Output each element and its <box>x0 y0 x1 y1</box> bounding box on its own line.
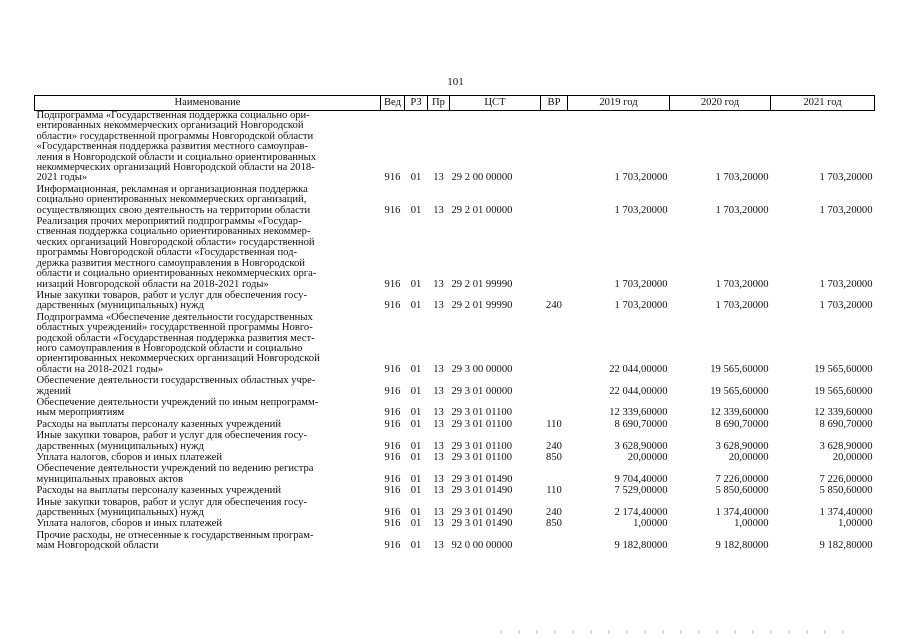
header-cst: ЦСТ <box>450 96 541 111</box>
table-row <box>35 291 875 313</box>
table-row <box>35 498 875 520</box>
cell-pr: 13 <box>433 485 444 497</box>
cell-rz: 01 <box>410 473 422 485</box>
cell-rz: 01 <box>410 452 422 463</box>
header-pr: Пр <box>428 96 450 111</box>
cell-cst: 92 0 00 00000 <box>451 540 513 552</box>
cell-rz: 01 <box>410 518 422 530</box>
cell-cst: 29 3 01 01100 <box>451 440 513 452</box>
cell-ved: 916 <box>384 440 401 452</box>
name-line: Расходы на выплаты персоналу казенных учреждений <box>36 418 281 430</box>
header-2019: 2019 год <box>568 96 670 111</box>
cell-2019: 1 703,20000 <box>614 278 668 290</box>
cell-ved: 916 <box>384 172 401 184</box>
name-line: ческих организаций Новгородской области» государственной <box>36 236 315 248</box>
cell-rz: 01 <box>410 418 422 430</box>
cell-vr <box>541 313 568 376</box>
cell-ved: 916 <box>384 385 401 397</box>
cell-pr: 13 <box>433 518 444 530</box>
cell-2021: 20,00000 <box>832 452 873 463</box>
cell-pr: 13 <box>433 473 444 485</box>
cell-name <box>35 313 381 376</box>
name-line: мам Новгородской области <box>36 540 159 552</box>
name-line: Расходы на выплаты персоналу казенных учреждений <box>36 485 281 497</box>
header-ved: Вед <box>381 96 405 111</box>
cell-name <box>35 498 381 520</box>
cell-ved: 916 <box>384 452 401 463</box>
table-row <box>35 531 875 553</box>
name-line: Иные закупки товаров, работ и услуг для обеспечения госу- <box>36 289 308 301</box>
cell-cst: 29 2 00 00000 <box>451 172 513 184</box>
table-row <box>35 313 875 376</box>
cell-2021: 1 703,20000 <box>819 172 873 184</box>
cell-pr: 13 <box>433 278 444 290</box>
cell-2019: 22 044,00000 <box>609 385 668 397</box>
cell-2019: 2 174,40000 <box>614 507 668 519</box>
cell-ved: 916 <box>384 418 401 430</box>
cell-rz: 01 <box>410 363 422 375</box>
header-name: Наименование <box>35 96 381 111</box>
name-line: Подпрограмма «Обеспечение деятельности государственных <box>36 311 313 323</box>
name-line: Подпрограмма «Государственная поддержка социально ори- <box>36 110 310 121</box>
header-2021: 2021 год <box>771 96 875 111</box>
name-line: ления в Новгородской области и социально ориентированных <box>36 151 317 163</box>
cell-2021: 19 565,60000 <box>814 363 873 375</box>
name-line: осуществляющих свою деятельность на территории области <box>36 204 311 216</box>
cell-2019: 3 628,90000 <box>614 440 668 452</box>
cell-ved: 916 <box>384 485 401 497</box>
cell-vr <box>541 111 568 185</box>
cell-ved: 916 <box>384 473 401 485</box>
cell-2019: 1,00000 <box>633 518 668 530</box>
table-row <box>35 111 875 185</box>
cell-vr: 240 <box>546 440 562 452</box>
name-line: области» государственной программы Новгородской области <box>36 130 314 142</box>
name-line: социально ориентированных некоммерческих организаций, <box>36 194 307 206</box>
cell-name <box>35 398 381 420</box>
cell-cst: 29 3 01 01100 <box>451 418 513 430</box>
cell-name <box>35 291 381 313</box>
scan-artifact <box>500 630 860 634</box>
cell-2021: 1 703,20000 <box>819 204 873 216</box>
name-line: ственная поддержка социально ориентированных некоммер- <box>36 226 311 238</box>
cell-cst: 29 3 01 00000 <box>451 385 513 397</box>
cell-pr: 13 <box>433 385 444 397</box>
cell-ved: 916 <box>384 407 401 419</box>
cell-2019: 9 182,80000 <box>614 540 668 552</box>
cell-2020: 19 565,60000 <box>710 385 769 397</box>
name-line: муниципальных правовых актов <box>36 473 183 485</box>
cell-rz: 01 <box>410 440 422 452</box>
cell-2021: 12 339,60000 <box>814 407 873 419</box>
cell-rz: 01 <box>410 485 422 497</box>
name-line: дарственных (муниципальных) нужд <box>36 440 204 452</box>
name-line: Информационная, рекламная и организационная поддержка <box>36 183 308 195</box>
name-line: Иные закупки товаров, работ и услуг для обеспечения госу- <box>36 430 308 442</box>
cell-2021: 19 565,60000 <box>814 385 873 397</box>
cell-2020: 3 628,90000 <box>715 440 769 452</box>
cell-2019: 20,00000 <box>627 452 668 463</box>
cell-ved: 916 <box>384 363 401 375</box>
cell-vr <box>541 376 568 398</box>
cell-rz: 01 <box>410 172 422 184</box>
cell-cst: 29 2 01 00000 <box>451 204 513 216</box>
table-row <box>35 217 875 291</box>
name-line: 2021 годы» <box>36 172 88 184</box>
table-body <box>35 111 875 553</box>
cell-vr <box>541 464 568 486</box>
cell-cst: 29 3 01 01100 <box>451 452 513 463</box>
cell-2020: 1 703,20000 <box>715 204 769 216</box>
cell-cst: 29 3 01 01490 <box>451 507 513 519</box>
cell-2020: 7 226,00000 <box>715 473 769 485</box>
cell-pr: 13 <box>433 172 444 184</box>
table-row <box>35 431 875 453</box>
cell-2019: 9 704,40000 <box>614 473 668 485</box>
cell-2021: 9 182,80000 <box>819 540 873 552</box>
cell-cst: 29 3 01 01100 <box>451 407 513 419</box>
cell-cst: 29 3 01 01490 <box>451 518 513 530</box>
name-line: Обеспечение деятельности учреждений по ведению регистра <box>36 463 314 475</box>
cell-ved: 916 <box>384 507 401 519</box>
cell-pr: 13 <box>433 452 444 463</box>
cell-pr: 13 <box>433 440 444 452</box>
cell-rz: 01 <box>410 407 422 419</box>
cell-2021: 1 703,20000 <box>819 278 873 290</box>
cell-vr: 240 <box>546 507 562 519</box>
name-line: Обеспечение деятельности учреждений по иным непрограмм- <box>36 396 319 408</box>
cell-vr <box>541 217 568 291</box>
cell-ved: 916 <box>384 278 401 290</box>
table-row <box>35 185 875 217</box>
cell-2021: 7 226,00000 <box>819 473 873 485</box>
cell-vr: 110 <box>546 418 562 430</box>
cell-ved: 916 <box>384 300 401 312</box>
cell-pr: 13 <box>433 418 444 430</box>
cell-2019: 12 339,60000 <box>609 407 668 419</box>
cell-rz: 01 <box>410 300 422 312</box>
table-row <box>35 486 875 497</box>
cell-2019: 1 703,20000 <box>614 204 668 216</box>
cell-name <box>35 111 381 185</box>
cell-2020: 1 703,20000 <box>715 278 769 290</box>
cell-name <box>35 531 381 553</box>
cell-2021: 3 628,90000 <box>819 440 873 452</box>
cell-rz: 01 <box>410 385 422 397</box>
cell-2019: 1 703,20000 <box>614 172 668 184</box>
cell-2020: 5 850,60000 <box>715 485 769 497</box>
cell-2020: 1 703,20000 <box>715 300 769 312</box>
cell-name <box>35 185 381 217</box>
cell-2020: 20,00000 <box>728 452 769 463</box>
name-line: ного самоуправления в Новгородской области и социально <box>36 342 303 354</box>
cell-pr: 13 <box>433 204 444 216</box>
cell-vr: 110 <box>546 485 562 497</box>
cell-vr <box>541 531 568 553</box>
cell-vr: 240 <box>546 300 562 312</box>
name-line: области на 2018-2021 годы» <box>36 363 164 375</box>
name-line: ентированных некоммерческих организаций Новгородской <box>36 120 304 132</box>
name-line: ждений <box>36 385 71 397</box>
cell-name <box>35 217 381 291</box>
cell-rz: 01 <box>410 507 422 519</box>
name-line: Реализация прочих мероприятий подпрограммы «Государ- <box>36 216 302 228</box>
name-line: Уплата налогов, сборов и иных платежей <box>36 452 223 463</box>
name-line: держка развития местного самоуправления в Новгородской <box>36 257 305 269</box>
cell-2019: 1 703,20000 <box>614 300 668 312</box>
table-header-row <box>35 96 875 111</box>
budget-table <box>34 95 875 553</box>
name-line: области и социально ориентированных некоммерческих орга- <box>36 268 317 280</box>
cell-ved: 916 <box>384 540 401 552</box>
cell-2021: 1,00000 <box>838 518 873 530</box>
cell-2020: 12 339,60000 <box>710 407 769 419</box>
cell-vr <box>541 185 568 217</box>
name-line: «Государственная поддержка развития местного самоуправ- <box>36 141 309 153</box>
cell-2019: 8 690,70000 <box>614 418 668 430</box>
cell-rz: 01 <box>410 278 422 290</box>
cell-ved: 916 <box>384 204 401 216</box>
name-line: родской области «Государственная поддержка развития мест- <box>36 332 315 344</box>
cell-cst: 29 3 01 01490 <box>451 485 513 497</box>
cell-pr: 13 <box>433 407 444 419</box>
header-rz: РЗ <box>405 96 428 111</box>
cell-2020: 8 690,70000 <box>715 418 769 430</box>
cell-name <box>35 464 381 486</box>
page-number: 101 <box>447 76 464 88</box>
cell-rz: 01 <box>410 540 422 552</box>
name-line: программы Новгородской области «Государственная под- <box>36 247 298 259</box>
name-line: Обеспечение деятельности государственных областных учре- <box>36 375 316 387</box>
name-line: Прочие расходы, не отнесенные к государственным програм- <box>36 529 314 541</box>
cell-2021: 1 374,40000 <box>819 507 873 519</box>
header-vr: ВР <box>541 96 568 111</box>
cell-vr: 850 <box>546 518 562 530</box>
cell-2019: 7 529,00000 <box>614 485 668 497</box>
cell-2021: 1 703,20000 <box>819 300 873 312</box>
cell-name <box>35 486 381 497</box>
cell-cst: 29 3 00 00000 <box>451 363 513 375</box>
cell-vr <box>541 398 568 420</box>
cell-2020: 19 565,60000 <box>710 363 769 375</box>
name-line: низаций Новгородской области на 2018-2021 годы» <box>36 278 269 290</box>
cell-2021: 5 850,60000 <box>819 485 873 497</box>
table-row <box>35 398 875 420</box>
cell-2020: 1 374,40000 <box>715 507 769 519</box>
cell-pr: 13 <box>433 540 444 552</box>
name-line: Уплата налогов, сборов и иных платежей <box>36 518 223 530</box>
cell-cst: 29 3 01 01490 <box>451 473 513 485</box>
name-line: областных учреждений» государственной программы Новго- <box>36 322 313 334</box>
cell-2020: 1,00000 <box>734 518 769 530</box>
name-line: дарственных (муниципальных) нужд <box>36 507 204 519</box>
cell-pr: 13 <box>433 300 444 312</box>
cell-ved: 916 <box>384 518 401 530</box>
name-line: некоммерческих организаций Новгородской области на 2018- <box>36 162 315 174</box>
cell-name <box>35 376 381 398</box>
name-line: дарственных (муниципальных) нужд <box>36 300 204 312</box>
cell-2021: 8 690,70000 <box>819 418 873 430</box>
cell-2020: 9 182,80000 <box>715 540 769 552</box>
table-row <box>35 376 875 398</box>
name-line: Иные закупки товаров, работ и услуг для обеспечения госу- <box>36 496 308 508</box>
cell-pr: 13 <box>433 507 444 519</box>
table-row <box>35 464 875 486</box>
cell-rz: 01 <box>410 204 422 216</box>
cell-vr: 850 <box>546 452 562 463</box>
cell-cst: 29 2 01 99990 <box>451 300 513 312</box>
cell-name <box>35 431 381 453</box>
header-2020: 2020 год <box>670 96 771 111</box>
name-line: ным мероприятиям <box>36 407 125 419</box>
cell-2019: 22 044,00000 <box>609 363 668 375</box>
cell-2020: 1 703,20000 <box>715 172 769 184</box>
cell-cst: 29 2 01 99990 <box>451 278 513 290</box>
name-line: ориентированных некоммерческих организаций Новгородской <box>36 353 320 365</box>
cell-pr: 13 <box>433 363 444 375</box>
